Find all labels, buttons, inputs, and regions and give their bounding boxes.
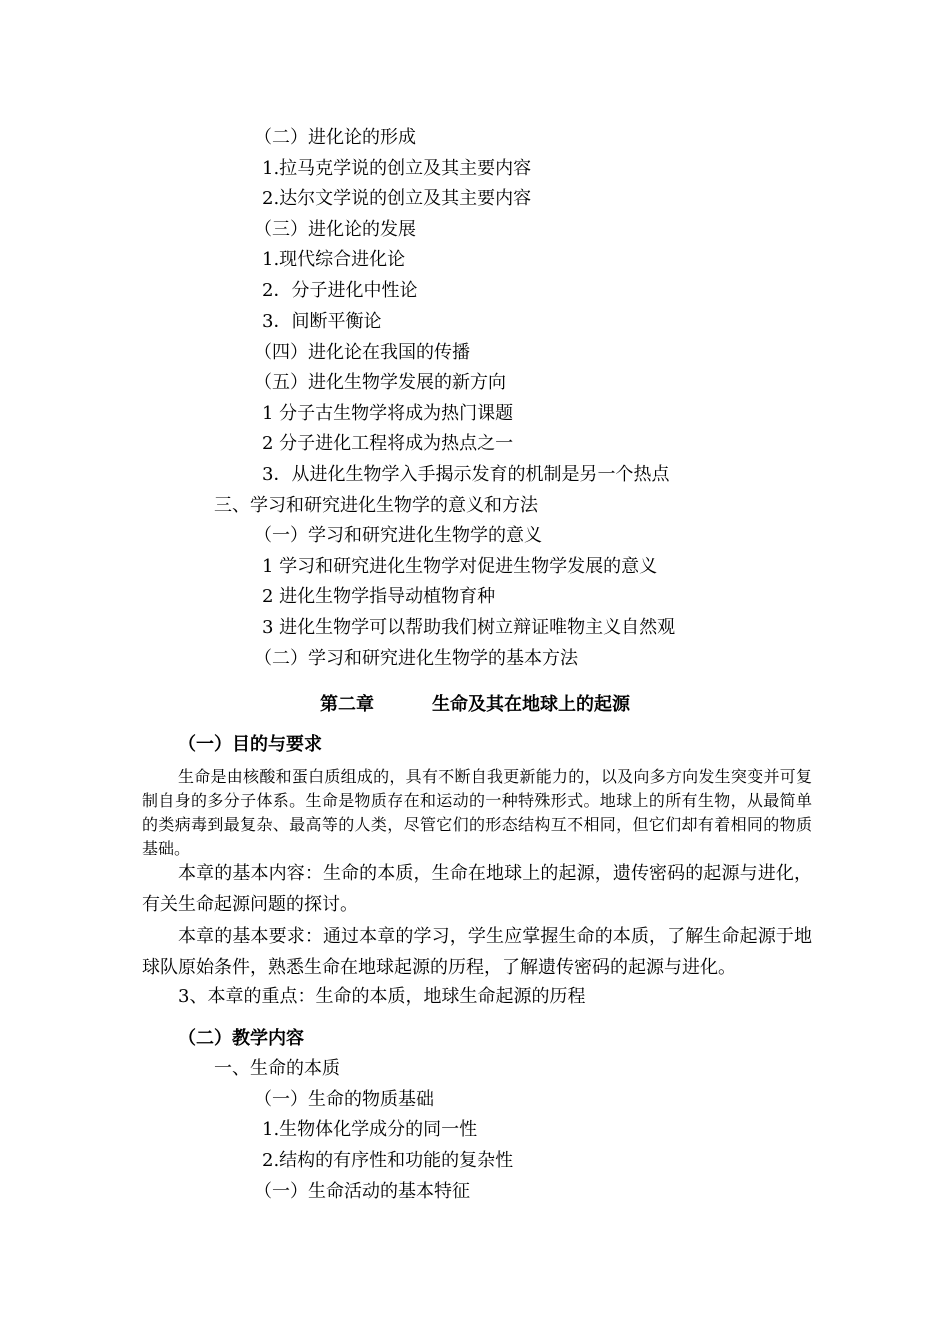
teaching-item: （一）生命活动的基本特征: [254, 1181, 470, 1202]
teaching-heading: （二）教学内容: [178, 1028, 304, 1049]
outline-item: （四）进化论在我国的传播: [254, 342, 470, 363]
outline-item: （二）进化论的形成: [254, 127, 416, 148]
objectives-intro-paragraph: 生命是由核酸和蛋白质组成的，具有不断自我更新能力的，以及向多方向发生突变并可复制自身的多分子体系。生命是物质存在和运动的一种特殊形式。地球上的所有生物，从最简单的类病毒到最复杂、最高等的人类，尽管它们的形态结构互不相同，但它们却有着相同的物质基础。: [142, 767, 812, 858]
teaching-item: 2.结构的有序性和功能的复杂性: [262, 1150, 514, 1171]
outline-item: （三）进化论的发展: [254, 219, 416, 240]
outline-item: 3．从进化生物学入手揭示发育的机制是另一个热点: [262, 464, 670, 485]
basic-content-paragraph: 本章的基本内容：生命的本质，生命在地球上的起源，遗传密码的起源与进化，有关生命起源问题的探讨。: [142, 863, 812, 915]
outline-item: （二）学习和研究进化生物学的基本方法: [254, 648, 578, 669]
outline-item: 2．分子进化中性论: [262, 280, 418, 301]
chapter-title: [0, 690, 950, 716]
outline-item: 1.现代综合进化论: [262, 249, 406, 270]
teaching-item: （一）生命的物质基础: [254, 1089, 434, 1110]
basic-requirements-paragraph: 本章的基本要求：通过本章的学习，学生应掌握生命的本质，了解生命起源于地球队原始条件，熟悉生命在地球起源的历程，了解遗传密码的起源与进化。: [142, 926, 812, 978]
outline-item: 1.拉马克学说的创立及其主要内容: [262, 158, 532, 179]
chapter-name: 生命及其在地球上的起源: [432, 694, 630, 715]
outline-item: （一）学习和研究进化生物学的意义: [254, 525, 542, 546]
teaching-section-heading: 一、生命的本质: [214, 1058, 340, 1079]
outline-item: 3 进化生物学可以帮助我们树立辩证唯物主义自然观: [262, 617, 676, 638]
outline-item: 2 分子进化工程将成为热点之一: [262, 433, 514, 454]
teaching-item: 1.生物体化学成分的同一性: [262, 1119, 478, 1140]
key-points-line: 3、本章的重点：生命的本质，地球生命起源的历程: [178, 986, 586, 1007]
chapter-number: 第二章: [320, 694, 374, 715]
objectives-heading: （一）目的与要求: [178, 734, 322, 755]
outline-item: 2 进化生物学指导动植物育种: [262, 586, 496, 607]
outline-item: 2.达尔文学说的创立及其主要内容: [262, 188, 532, 209]
outline-item: 1 学习和研究进化生物学对促进生物学发展的意义: [262, 556, 658, 577]
outline-item: 3．间断平衡论: [262, 311, 382, 332]
outline-section-heading: 三、学习和研究进化生物学的意义和方法: [214, 495, 538, 516]
outline-item: （五）进化生物学发展的新方向: [254, 372, 506, 393]
outline-item: 1 分子古生物学将成为热门课题: [262, 403, 514, 424]
